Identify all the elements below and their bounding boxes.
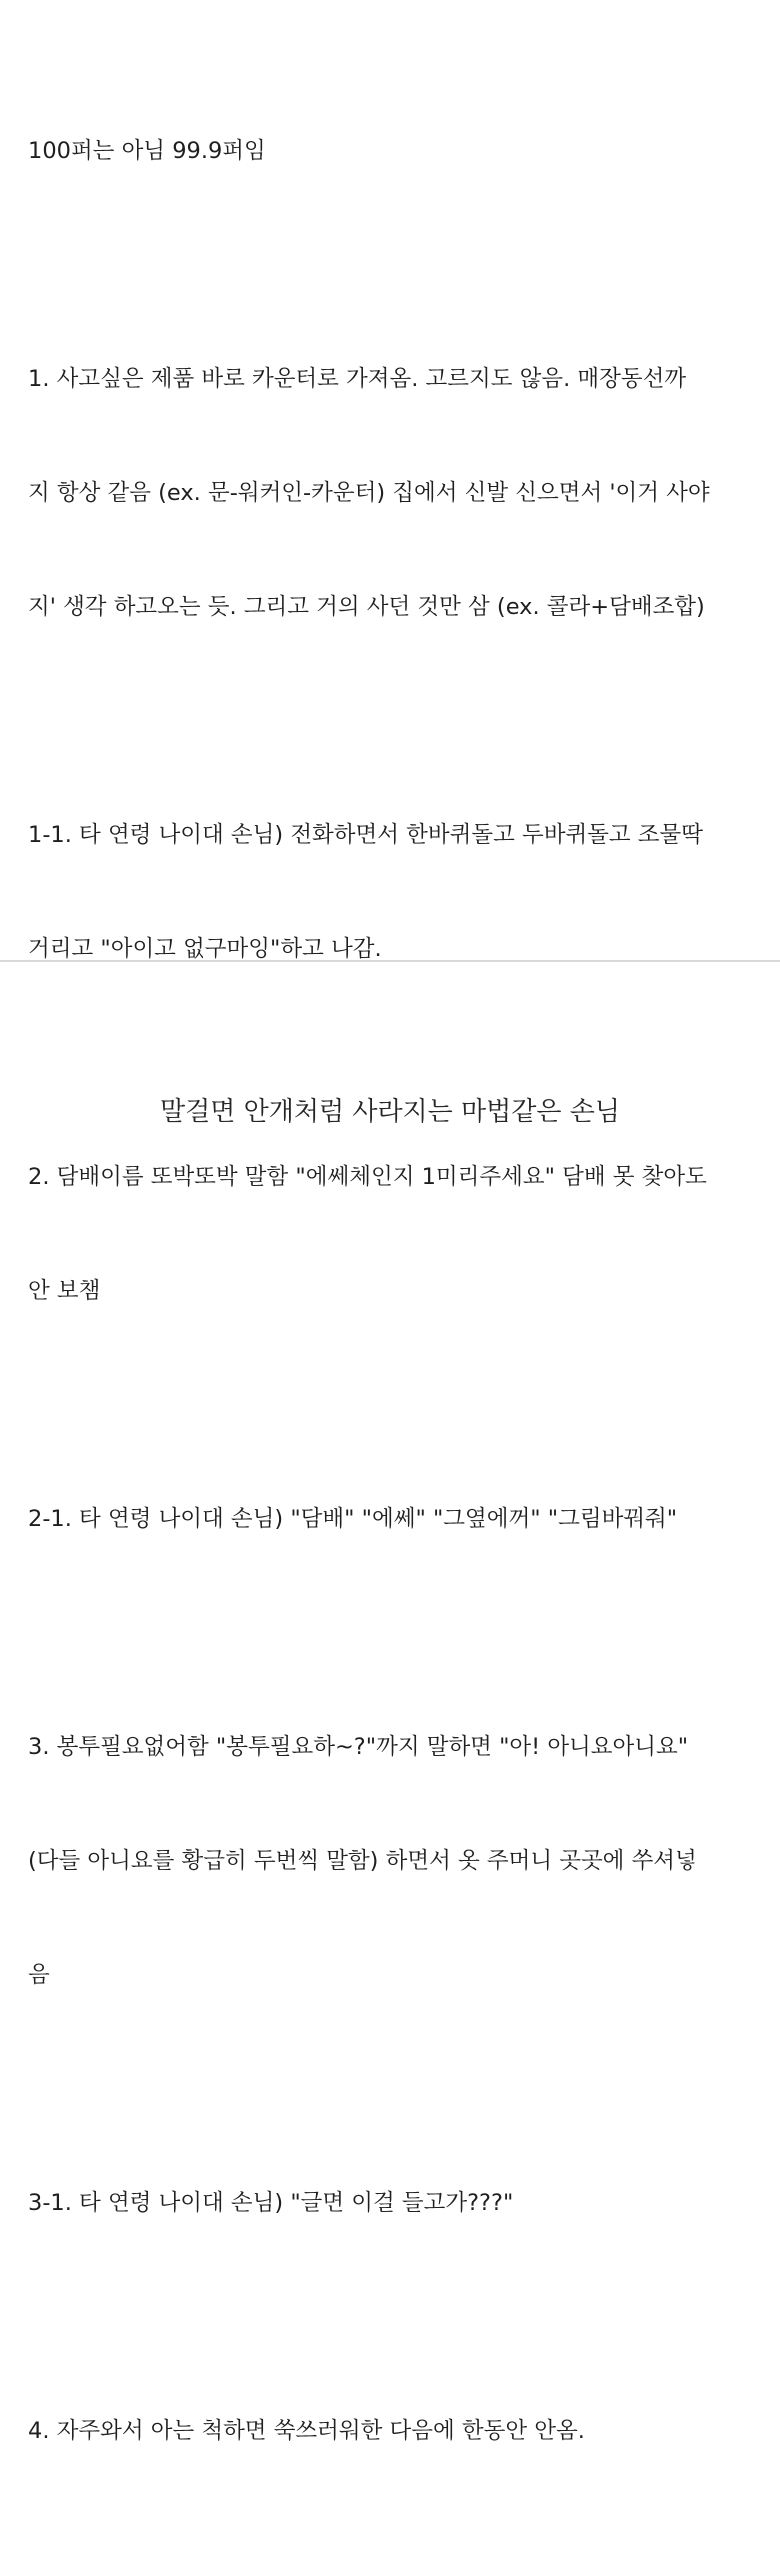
- paragraph-item-3-1: [28, 2108, 752, 2298]
- text-line: 안 보챔: [28, 1278, 101, 1304]
- text-line: 100퍼는 아님 99.9퍼임: [28, 138, 266, 164]
- section-divider: [0, 960, 780, 962]
- paragraph-item-4: [28, 2336, 752, 2526]
- image-caption: 말걸면 안개처럼 사라지는 마법같은 손님: [159, 1097, 621, 1127]
- text-line: 2. 담배이름 또박또박 말함 "에쎄체인지 1미리주세요" 담배 못 찾아도: [28, 1164, 707, 1190]
- text-line: (다들 아니요를 황급히 두번씩 말함) 하면서 옷 주머니 곳곳에 쑤셔넣: [28, 1848, 697, 1874]
- text-line: 1. 사고싶은 제품 바로 카운터로 가져옴. 고르지도 않음. 매장동선까: [28, 366, 687, 392]
- paragraph-intro: [28, 56, 752, 246]
- text-line: 3-1. 타 연령 나이대 손님) "글면 이걸 들고가???": [28, 2190, 514, 2216]
- paragraph-item-1: [28, 284, 752, 702]
- text-line: 지 항상 같음 (ex. 문-워커인-카운터) 집에서 신발 신으면서 '이거 사야: [28, 480, 710, 506]
- text-line: 4. 자주와서 아는 척하면 쑥쓰러워한 다음에 한동안 안옴.: [28, 2418, 585, 2444]
- paragraph-item-3: [28, 1652, 752, 2070]
- text-line: 3. 봉투필요없어함 "봉투필요하~?"까지 말하면 "아! 아니요아니요": [28, 1734, 689, 1760]
- paragraph-item-2-1: [28, 1424, 752, 1614]
- text-line: 1-1. 타 연령 나이대 손님) 전화하면서 한바퀴돌고 두바퀴돌고 조물딱: [28, 822, 704, 848]
- post-body: [28, 56, 752, 2564]
- text-line: 2-1. 타 연령 나이대 손님) "담배" "에쎄" "그옆에꺼" "그림바꿔줘": [28, 1506, 678, 1532]
- text-line: 음: [28, 1962, 50, 1988]
- text-line: 지' 생각 하고오는 듯. 그리고 거의 사던 것만 삼 (ex. 콜라+담배조합): [28, 594, 705, 620]
- paragraph-item-1-1: [28, 740, 752, 1044]
- text-line: 거리고 "아이고 없구마잉"하고 나감.: [28, 936, 382, 962]
